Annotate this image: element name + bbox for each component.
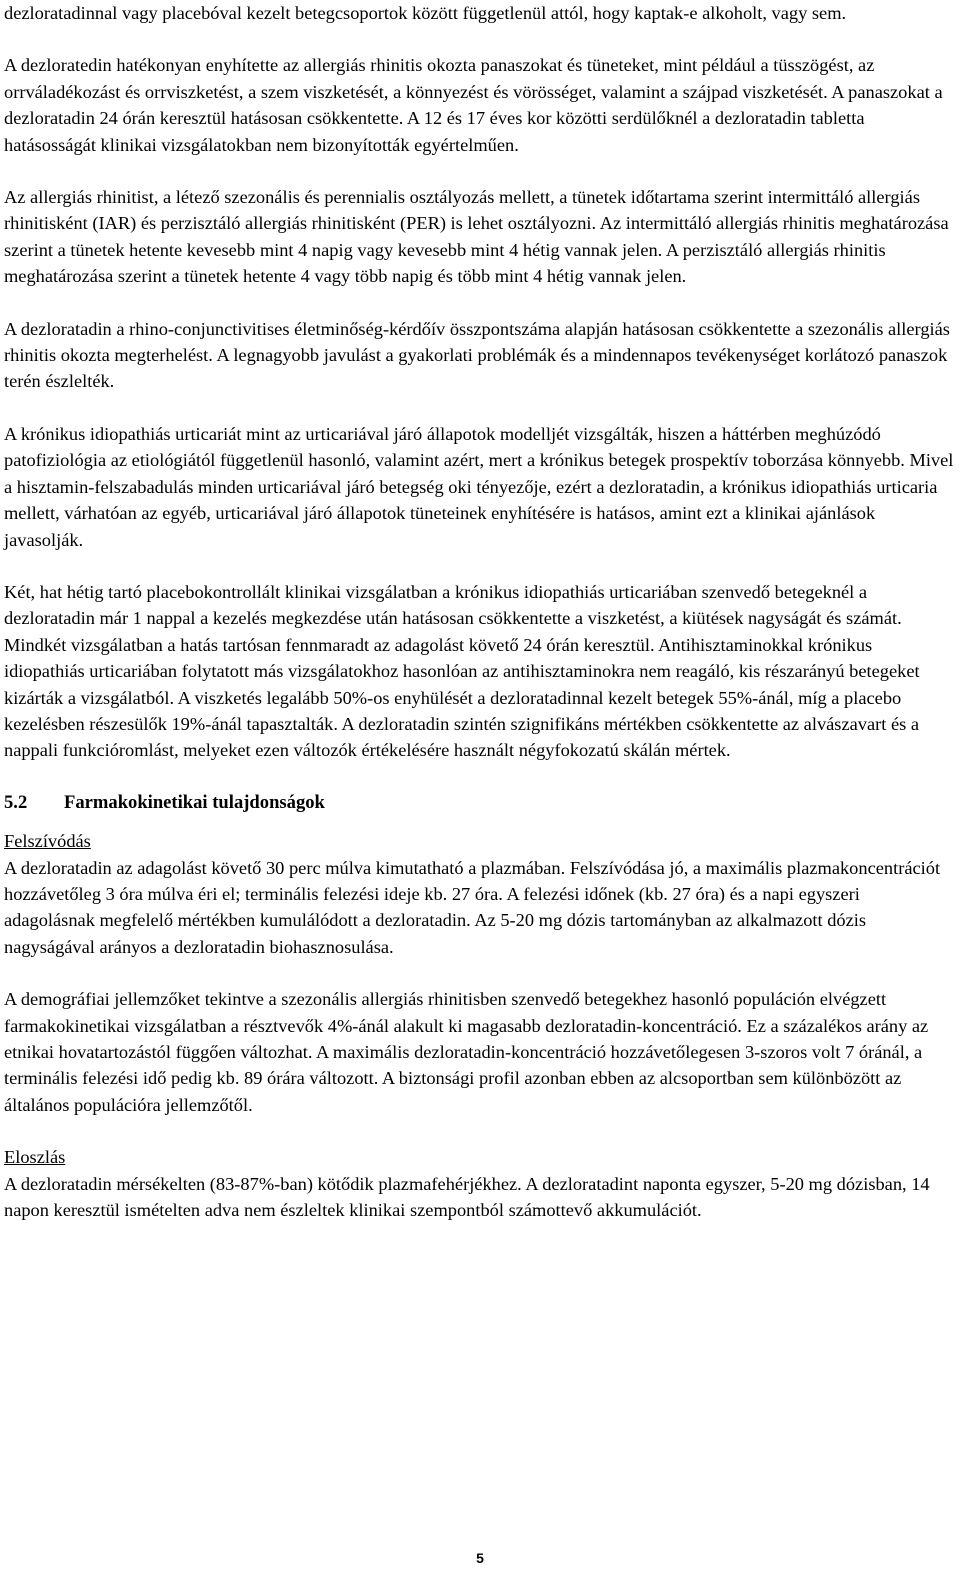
section-title: Farmakokinetikai tulajdonságok <box>64 791 325 813</box>
paragraph-quality-of-life: A dezloratadin a rhino-conjunctivitises életminőség-kérdőív összpontszáma alapján hatásosan csökkentette a szezonális allergiás rhinitis okozta megterhelést. A legnagyobb javulást a gyakorlati problémák és a mindennapos tevékenységet korlátozó panaszok terén észlelték. <box>4 318 950 392</box>
paragraph-alcohol: dezloratadinnal vagy placebóval kezelt betegcsoportok között függetlenül attól, hogy kaptak-e alkoholt, vagy sem. <box>4 3 847 23</box>
absorption-heading: Felszívódás <box>4 831 91 852</box>
distribution-heading: Eloszlás <box>4 1147 66 1168</box>
paragraph-classification: Az allergiás rhinitist, a létező szezonális és perennialis osztályozás mellett, a tünetek időtartama szerint intermittáló allergiás rhinitisként (IAR) és perzisztáló allergiás rhinitisként (PER) is lehet osztályozni. Az intermittáló allergiás rhinitis meghatározása szerint a tünetek hetente kevesebb mint 4 napig vagy kevesebb mint 4 hétig vannak jelen. A perzisztáló allergiás rhinitis meghatározása szerint a tünetek hetente 4 vagy több napig és több mint 4 hétig vannak jelen. <box>4 187 949 287</box>
paragraph-urticaria-model: A krónikus idiopathiás urticariát mint az urticariával járó állapotok modelljét vizsgálták, hiszen a háttérben meghúzódó patofiziológia az etiológiától függetlenül hasonló, valamint azért, mert a krónikus betegek prospektív toborzása könnyebb. Mivel a hisztamin-felszabadulás minden urticariával járó betegség oki tényezője, ezért a dezloratadin, a krónikus idiopathiás urticaria mellett, várhatóan az egyéb, urticariával járó állapotok tüneteinek enyhítésére is hatásos, amint ezt a klinikai ajánlások javasolják. <box>4 423 954 550</box>
section-number: 5.2 <box>4 791 28 813</box>
page-number: 5 <box>476 1550 484 1566</box>
paragraph-urticaria-trials: Két, hat hétig tartó placebokontrollált klinikai vizsgálatban a krónikus idiopathiás urticariában szenvedő betegeknél a dezloratadin már 1 nappal a kezelés megkezdése után hatásosan csökkentette a viszketést, a kiütések nagyságát és számát. Mindkét vizsgálatban a hatás tartósan fennmaradt az adagolást követő 24 órán keresztül. Antihisztaminokkal krónikus idiopathiás urticariában folytatott más vizsgálatokhoz hasonlóan az antihisztaminokra nem reagáló, kis részarányú betegeket kizárták a vizsgálatból. A viszketés legalább 50%-os enyhülését a dezloratadinnal kezelt betegek 55%-ánál, míg a placebo kezelésben részesülők 19%-ánál tapasztalták. A dezloratadin szintén szignifikáns mértékben csökkentette az alvászavart és a nappali funkcióromlást, melyeket ezen változók értékelésére használt négyfokozatú skálán mértek. <box>4 581 920 761</box>
document-page <box>4 0 954 1249</box>
section-heading <box>4 790 954 816</box>
paragraph-demographics: A demográfiai jellemzőket tekintve a szezonális allergiás rhinitisben szenvedő betegekhez hasonló populáción elvégzett farmakokinetikai vizsgálatban a résztvevők 4%-ánál alakult ki magasabb dezloratadin-koncentráció. Ez a százalékos arány az etnikai hovatartozástól függően változhat. A maximális dezloratadin-koncentráció hozzávetőlegesen 3-szoros volt 7 óránál, a terminális felezési idő pedig kb. 89 órára változott. A biztonsági profil azonban ebben az alcsoportban sem különbözött az általános populációra jellemzőtől. <box>4 989 929 1115</box>
paragraph-efficacy: A dezloratedin hatékonyan enyhítette az allergiás rhinitis okozta panaszokat és tüneteket, mint például a tüsszögést, az orrváladékozást és orrviszketést, a szem viszketését, a könnyezést és vörösséget, valamint a szájpad viszketését. A panaszokat a dezloratadin 24 órán keresztül hatásosan csökkentette. A 12 és 17 éves kor közötti serdülőknél a dezloratadin tabletta hatásosságát klinikai vizsgálatokban nem bizonyították egyértelműen. <box>4 55 943 155</box>
paragraph-absorption: A dezloratadin az adagolást követő 30 perc múlva kimutatható a plazmában. Felszívódása jó, a maximális plazmakoncentrációt hozzávetőleg 3 óra múlva éri el; terminális felezési ideje kb. 27 óra. A felezési időnek (kb. 27 óra) és a napi egyszeri adagolásnak megfelelő mértékben kumulálódott a dezloratadin. Az 5-20 mg dózis tartományban az alkalmazott dózis nagyságával arányos a dezloratadin biohasznosulása. <box>4 857 941 957</box>
paragraph-distribution: A dezloratadin mérsékelten (83-87%-ban) kötődik plazmafehérjékhez. A dezloratadint naponta egyszer, 5-20 mg dózisban, 14 napon keresztül ismételten adva nem észleltek klinikai szempontból számottevő akkumulációt. <box>4 1173 930 1221</box>
